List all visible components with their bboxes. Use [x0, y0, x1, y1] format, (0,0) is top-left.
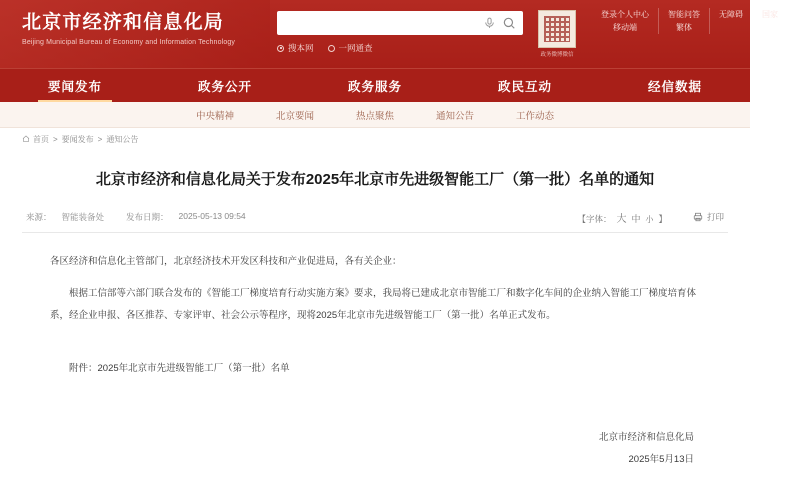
breadcrumb — [0, 128, 750, 150]
quick-link-account-line1: 登录个人中心 — [601, 10, 649, 19]
subnav-item-work-updates[interactable]: 工作动态 — [516, 110, 555, 122]
font-size-large-button[interactable]: 大 — [616, 213, 627, 225]
signature-org: 北京市经济和信息化局 — [598, 432, 694, 443]
radio-unselected-icon — [328, 45, 335, 52]
article-source — [26, 211, 104, 223]
nav-item-government-services[interactable]: 政务服务 — [347, 79, 402, 94]
article-meta — [22, 206, 728, 228]
nav-item-data[interactable]: 经信数据 — [647, 79, 702, 94]
quick-link-accessibility[interactable] — [709, 8, 752, 34]
article-signature — [22, 379, 728, 471]
search-scope-site-label: 搜本网 — [288, 43, 314, 53]
subnav-item-hot-topics[interactable]: 热点聚焦 — [355, 110, 394, 122]
article-meta-right — [577, 210, 724, 225]
quick-link-national[interactable] — [752, 8, 787, 34]
article-attachment[interactable]: 附件：2025年北京市先进级智能工厂（第一批）名单 — [69, 363, 290, 374]
qr-code-pattern — [544, 16, 570, 42]
subnav-item-announcements[interactable]: 通知公告 — [436, 110, 475, 122]
printer-icon — [693, 212, 703, 222]
article-meta-left — [26, 211, 246, 223]
quick-link-qa-line2: 繁体 — [676, 23, 692, 32]
font-size-medium-button[interactable]: 中 — [631, 213, 641, 224]
home-icon — [22, 135, 30, 143]
font-size-label: 【字体： — [577, 213, 612, 224]
article-paragraph-1: 各区经济和信息化主管部门，北京经济技术开发区科技和产业促进局，各有关企业： — [50, 256, 402, 267]
subnav-item-central-spirit[interactable]: 中央精神 — [195, 110, 234, 122]
article-source-value: 智能装备处 — [61, 212, 105, 222]
quick-link-account-line2: 移动端 — [613, 23, 637, 32]
page-title: 北京市经济和信息化局关于发布2025年北京市先进级智能工厂（第一批）名单的通知 — [95, 171, 655, 188]
print-button[interactable] — [693, 211, 724, 223]
breadcrumb-home[interactable] — [22, 134, 49, 145]
qr-code-icon[interactable] — [538, 10, 576, 48]
search-input[interactable] — [285, 11, 475, 35]
site-logo[interactable] — [22, 11, 235, 49]
article-date — [126, 211, 246, 223]
font-size-close-bracket: 】 — [658, 213, 667, 224]
article-body — [22, 233, 728, 327]
font-size-controls[interactable] — [577, 210, 667, 225]
site-logo-en: Beijing Municipal Bureau of Economy and Information Technology — [22, 39, 236, 46]
quick-link-qa[interactable] — [658, 8, 709, 34]
main-nav — [0, 68, 750, 102]
breadcrumb-sep-1: > — [53, 134, 58, 144]
quick-link-accessibility-line1: 无障碍 — [719, 10, 743, 19]
header-quick-links — [592, 8, 787, 34]
breadcrumb-level-2[interactable]: 通知公告 — [106, 134, 139, 144]
microphone-icon[interactable] — [483, 16, 496, 30]
signature-date: 2025年5月13日 — [628, 454, 694, 465]
breadcrumb-level-1[interactable]: 要闻发布 — [61, 134, 94, 144]
search-scope-options[interactable] — [277, 42, 373, 54]
nav-item-news[interactable]: 要闻发布 — [0, 69, 150, 102]
site-header — [0, 0, 778, 68]
article-source-label: 来源： — [26, 212, 52, 222]
qr-label: 政务微博微信 — [540, 52, 574, 58]
subnav-item-beijing-news[interactable]: 北京要闻 — [275, 110, 314, 122]
article — [22, 150, 728, 471]
print-label: 打印 — [706, 212, 724, 222]
article-date-value: 2025-05-13 09:54 — [178, 211, 246, 221]
breadcrumb-sep-2: > — [97, 134, 103, 144]
nav-item-public-interaction[interactable]: 政民互动 — [497, 79, 552, 94]
quick-link-national-line1: 国家 — [762, 10, 778, 19]
search-scope-network[interactable] — [328, 42, 373, 54]
search-scope-site[interactable] — [277, 42, 314, 54]
site-logo-cn: 北京市经济和信息化局 — [22, 12, 225, 33]
radio-selected-icon — [277, 45, 284, 52]
breadcrumb-home-label: 首页 — [33, 134, 49, 144]
search-icon[interactable] — [502, 16, 516, 30]
article-paragraph-2: 根据工信部等六部门联合发布的《智能工厂梯度培育行动实施方案》要求，我局将已建成北京市智能工厂和数字化车间的企业纳入智能工厂梯度培育体系，经企业申报、各区推荐、专家评审、社会公示等程序，现将2025年北京市先进级智能工厂（第一批）名单正式发布。 — [50, 288, 697, 321]
quick-link-qa-line1: 智能问答 — [668, 10, 700, 19]
search-scope-network-label: 一网通查 — [338, 43, 373, 53]
font-size-small-button[interactable]: 小 — [645, 214, 654, 224]
quick-link-account[interactable] — [592, 8, 658, 34]
search-box[interactable] — [277, 11, 523, 35]
article-date-label: 发布日期： — [126, 212, 169, 222]
nav-item-government-disclosure[interactable]: 政务公开 — [197, 79, 252, 94]
sub-nav — [0, 102, 750, 128]
